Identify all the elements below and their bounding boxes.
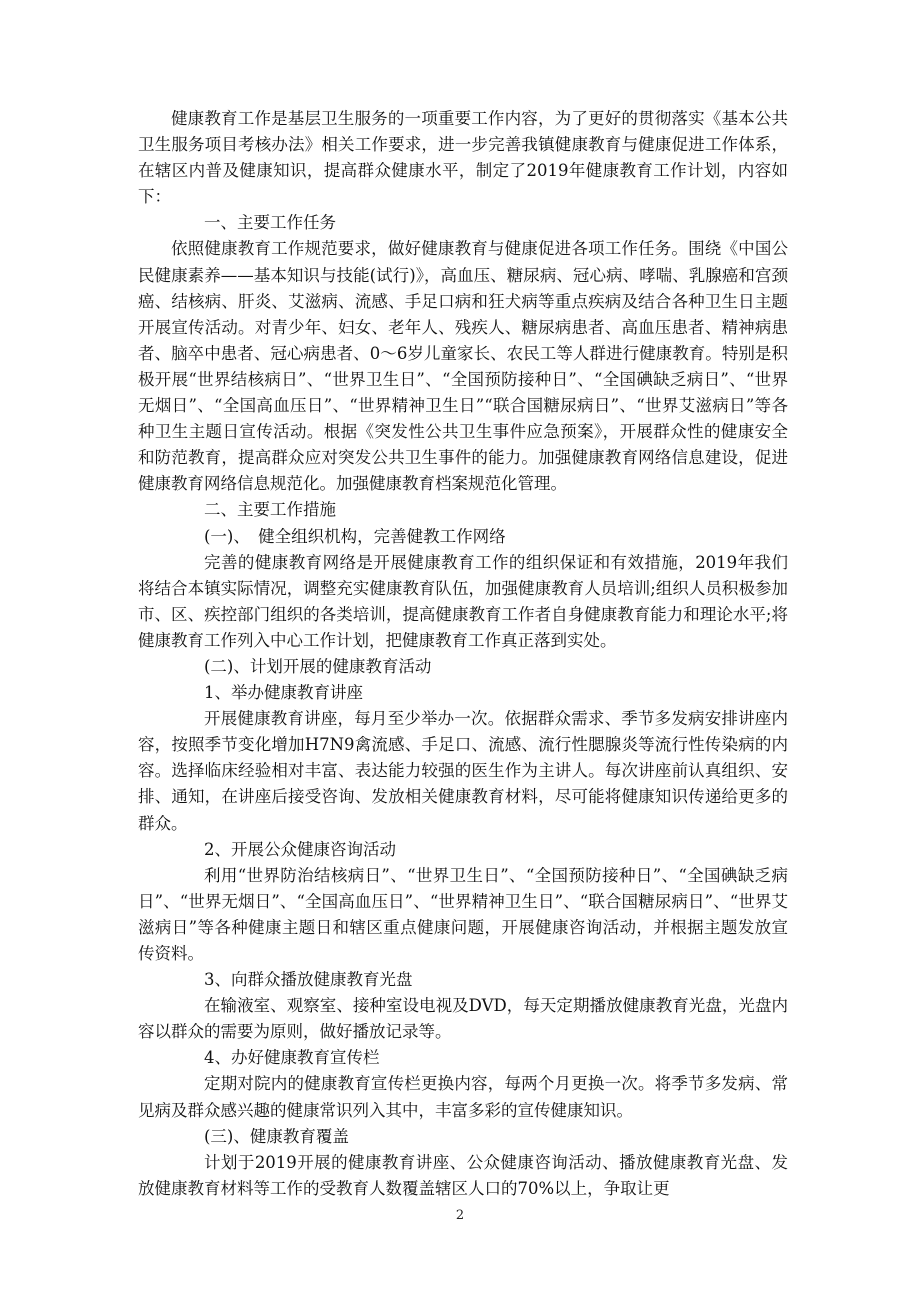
item-heading-lectures: 1、举办健康教育讲座 [204,683,363,703]
section-heading-measures: 二、主要工作措施 [204,500,336,520]
section-heading-tasks: 一、主要工作任务 [204,213,336,233]
subsection-heading-activities: (二)、计划开展的健康教育活动 [204,656,432,676]
item-heading-dvd: 3、向群众播放健康教育光盘 [204,970,413,990]
document-body [138,106,788,1202]
tasks-paragraph: 依照健康教育工作规范要求，做好健康教育与健康促进各项工作任务。围绕《中国公民健康素养——基本知识与技能(试行)》，高血压、糖尿病、冠心病、哮喘、乳腺癌和宫颈癌、结核病、肝炎、艾滋病、流感、手足口病和狂犬病等重点疾病及结合各种卫生日主题开展宣传活动。对青少年、妇女、老年人、残疾人、糖尿病患者、高血压患者、精神病患者、脑卒中患者、冠心病患者、0～6岁儿童家长、农民工等人群进行健康教育。特别是积极开展“世界结核病日”、“世界卫生日”、“全国预防接种日”、“全国碘缺乏病日”、“世界无烟日”、“全国高血压日”、“世界精神卫生日”“联合国糖尿病日”、“世界艾滋病日”等各种卫生主题日宣传活动。根据《突发性公共卫生事件应急预案》，开展群众性的健康安全和防范教育，提高群众应对突发公共卫生事件的能力。加强健康教育网络信息建设，促进健康教育网络信息规范化。加强健康教育档案规范化管理。 [138,239,788,494]
subsection-heading-organization: (一)、 健全组织机构，完善健教工作网络 [204,526,506,546]
bulletin-paragraph: 定期对院内的健康教育宣传栏更换内容，每两个月更换一次。将季节多发病、常见病及群众感兴趣的健康常识列入其中，丰富多彩的宣传健康知识。 [138,1074,788,1120]
intro-paragraph: 健康教育工作是基层卫生服务的一项重要工作内容，为了更好的贯彻落实《基本公共卫生服务项目考核办法》相关工作要求，进一步完善我镇健康教育与健康促进工作体系，在辖区内普及健康知识，提高群众健康水平，制定了2019年健康教育工作计划，内容如下： [138,109,788,207]
lectures-paragraph: 开展健康教育讲座，每月至少举办一次。依据群众需求、季节多发病安排讲座内容，按照季节变化增加H7N9禽流感、手足口、流感、流行性腮腺炎等流行性传染病的内容。选择临床经验相对丰富、表达能力较强的医生作为主讲人。每次讲座前认真组织、安排、通知，在讲座后接受咨询、发放相关健康教育材料，尽可能将健康知识传递给更多的群众。 [138,709,788,833]
coverage-paragraph: 计划于2019开展的健康教育讲座、公众健康咨询活动、播放健康教育光盘、发放健康教育材料等工作的受教育人数覆盖辖区人口的70%以上，争取让更 [138,1152,788,1198]
subsection-heading-coverage: (三)、健康教育覆盖 [204,1126,349,1146]
consultation-paragraph: 利用“世界防治结核病日”、“世界卫生日”、“全国预防接种日”、“全国碘缺乏病日”、“世界无烟日”、“全国高血压日”、“世界精神卫生日”、“联合国糖尿病日”、“世界艾滋病日”等各种健康主题日和辖区重点健康问题，开展健康咨询活动，并根据主题发放宣传资料。 [138,865,788,963]
item-heading-bulletin: 4、办好健康教育宣传栏 [204,1048,380,1068]
item-heading-consultation: 2、开展公众健康咨询活动 [204,839,396,859]
organization-paragraph: 完善的健康教育网络是开展健康教育工作的组织保证和有效措施，2019年我们将结合本镇实际情况，调整充实健康教育队伍，加强健康教育人员培训;组织人员积极参加市、区、疾控部门组织的各类培训，提高健康教育工作者自身健康教育能力和理论水平;将健康教育工作列入中心工作计划，把健康教育工作真正落到实处。 [138,552,788,650]
page-number: 2 [455,1208,465,1223]
dvd-paragraph: 在输液室、观察室、接种室设电视及DVD，每天定期播放健康教育光盘，光盘内容以群众的需要为原则，做好播放记录等。 [138,996,788,1042]
